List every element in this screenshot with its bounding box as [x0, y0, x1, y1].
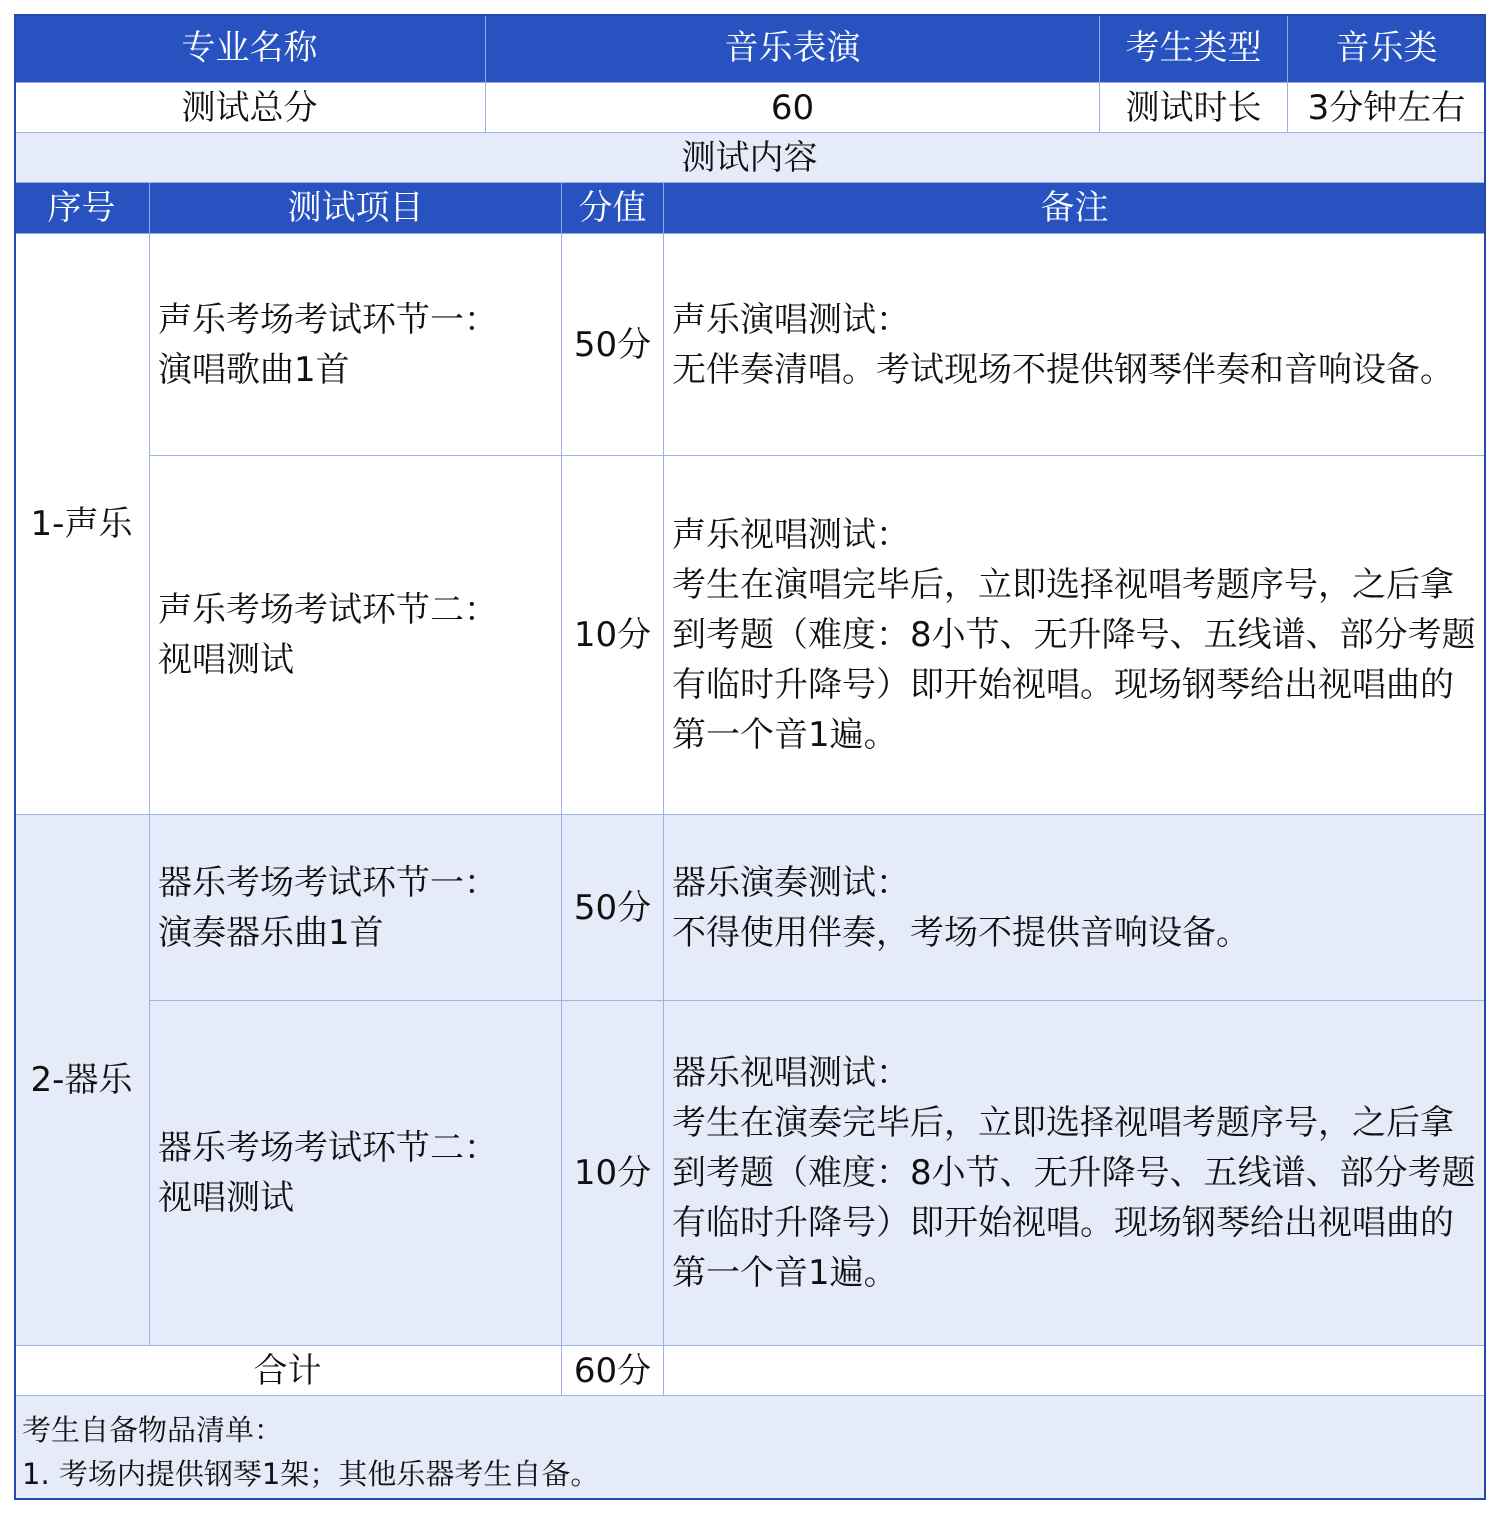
type-label: 考生类型: [1100, 14, 1288, 83]
table-row-item: 声乐考场考试环节二： 视唱测试: [150, 456, 562, 815]
footer-item: 1. 考场内提供钢琴1架；其他乐器考生自备。: [22, 1457, 600, 1491]
footer-notes: [14, 1396, 1486, 1500]
content-title: 测试内容: [14, 133, 1486, 183]
group-label: 2-器乐: [14, 815, 150, 1346]
footer-title: 考生自备物品清单：: [22, 1413, 284, 1447]
total-row-score: 60分: [562, 1346, 664, 1396]
col-header-note: 备注: [664, 183, 1486, 234]
total-row-note: [664, 1346, 1486, 1396]
table-row-note: 器乐视唱测试： 考生在演奏完毕后，立即选择视唱考题序号，之后拿到考题（难度：8小节、无升降号、五线谱、部分考题有临时升降号）即开始视唱。现场钢琴给出视唱曲的第一个音1遍。: [664, 1001, 1486, 1346]
table-row-note: 声乐演唱测试： 无伴奏清唱。考试现场不提供钢琴伴奏和音响设备。: [664, 234, 1486, 456]
col-header-item: 测试项目: [150, 183, 562, 234]
major-label: 专业名称: [14, 14, 486, 83]
type-value: 音乐类: [1288, 14, 1486, 83]
table-row-score: 50分: [562, 815, 664, 1001]
major-value: 音乐表演: [486, 14, 1100, 83]
table-row-score: 10分: [562, 456, 664, 815]
table-row-note: 器乐演奏测试： 不得使用伴奏，考场不提供音响设备。: [664, 815, 1486, 1001]
table-row-score: 50分: [562, 234, 664, 456]
table-row-item: 声乐考场考试环节一： 演唱歌曲1首: [150, 234, 562, 456]
col-header-score: 分值: [562, 183, 664, 234]
group-label: 1-声乐: [14, 234, 150, 815]
total-row-label: 合计: [14, 1346, 562, 1396]
total-value: 60: [486, 83, 1100, 133]
table-row-item: 器乐考场考试环节二： 视唱测试: [150, 1001, 562, 1346]
table-row-note: 声乐视唱测试： 考生在演唱完毕后，立即选择视唱考题序号，之后拿到考题（难度：8小节、无升降号、五线谱、部分考题有临时升降号）即开始视唱。现场钢琴给出视唱曲的第一个音1遍。: [664, 456, 1486, 815]
table-row-score: 10分: [562, 1001, 664, 1346]
table-row-item: 器乐考场考试环节一： 演奏器乐曲1首: [150, 815, 562, 1001]
col-header-index: 序号: [14, 183, 150, 234]
duration-label: 测试时长: [1100, 83, 1288, 133]
duration-value: 3分钟左右: [1288, 83, 1486, 133]
total-label: 测试总分: [14, 83, 486, 133]
